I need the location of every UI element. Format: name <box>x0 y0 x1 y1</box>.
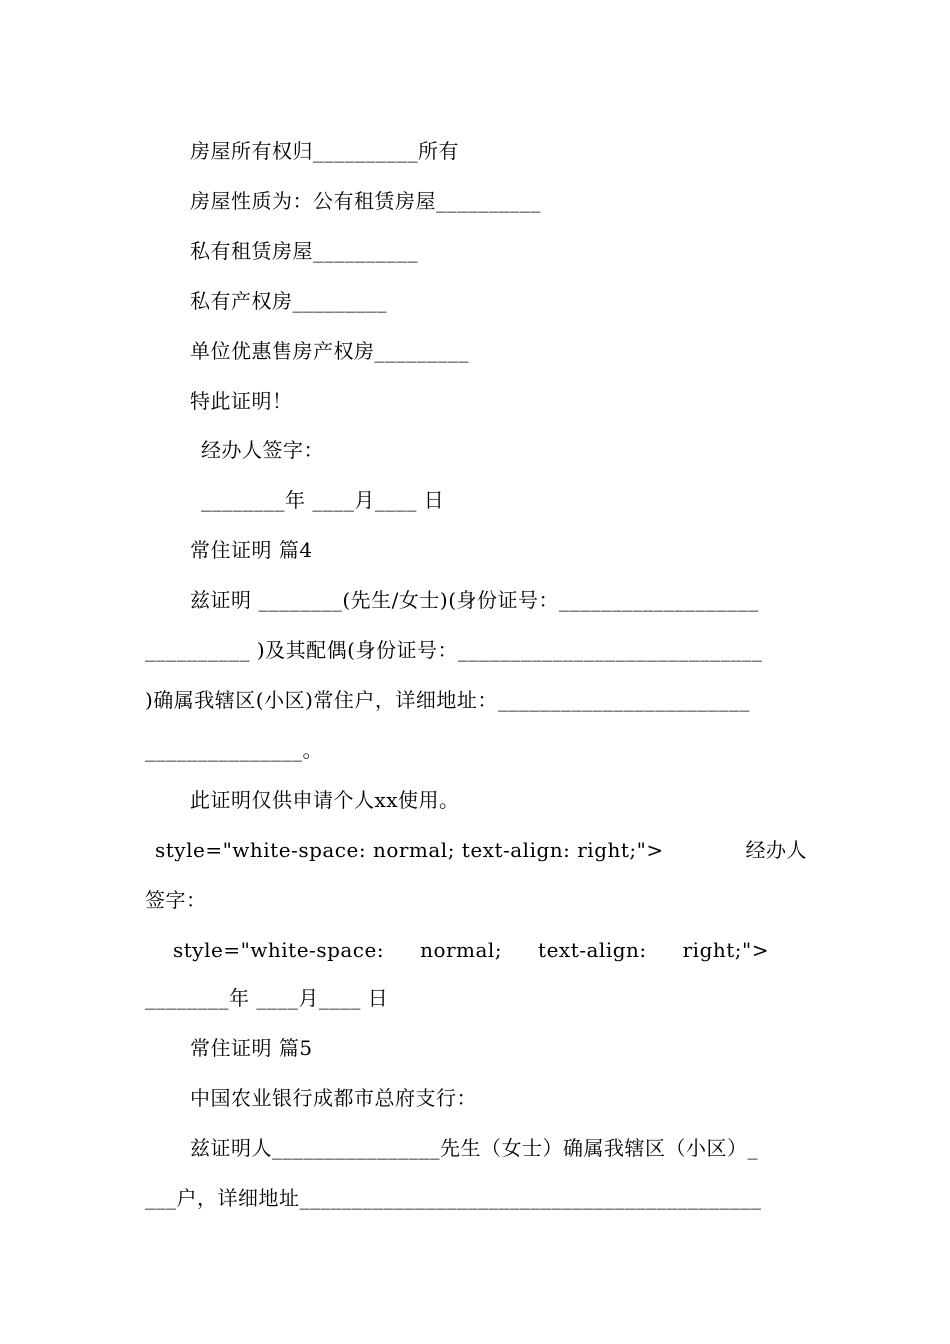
style-fragment-5: right;"> <box>682 938 769 962</box>
date-line: ________年 ____月____ 日 <box>201 488 445 512</box>
style-fragment-4: text-align: <box>538 938 647 962</box>
statement-line-3: )确属我辖区(小区)常住户，详细地址：________________________ <box>145 688 750 712</box>
statement-line-4: _______________。 <box>145 738 323 762</box>
unit-discount-line: 单位优惠售房产权房_________ <box>190 339 469 363</box>
private-rental-line: 私有租赁房屋__________ <box>190 239 418 263</box>
style-fragment-3: normal; <box>420 938 503 962</box>
signer-label-3: 签字： <box>145 888 207 912</box>
ownership-line: 房屋所有权归__________所有 <box>190 139 459 163</box>
style-fragment-1: style="white-space: normal; text-align: right;"> <box>155 838 664 862</box>
style-text-line-2 <box>145 937 769 963</box>
style-text-line-1 <box>145 837 807 863</box>
certification-line: 特此证明！ <box>190 389 293 413</box>
style-fragment-2: style="white-space: <box>173 938 385 962</box>
signer-label-2: 经办人 <box>745 838 807 862</box>
property-nature-line: 房屋性质为：公有租赁房屋__________ <box>190 189 541 213</box>
section-title-5: 常住证明 篇5 <box>190 1036 313 1060</box>
section-title-4: 常住证明 篇4 <box>190 538 313 562</box>
statement-line-1: 兹证明 ________(先生/女士)(身份证号：___________________ <box>190 588 759 612</box>
private-property-line: 私有产权房_________ <box>190 289 387 313</box>
statement-line-5: 兹证明人________________先生（女士）确属我辖区（小区）_ <box>190 1136 758 1160</box>
date-line-2: ________年 ____月____ 日 <box>145 986 389 1010</box>
statement-line-6: ___户，详细地址____________________________________________ <box>145 1186 762 1210</box>
bank-address-line: 中国农业银行成都市总府支行： <box>190 1086 477 1110</box>
usage-line: 此证明仅供申请个人xx使用。 <box>190 788 460 812</box>
signer-label: 经办人签字： <box>201 438 324 462</box>
statement-line-2: __________ )及其配偶(身份证号：_____________________________ <box>145 638 763 662</box>
